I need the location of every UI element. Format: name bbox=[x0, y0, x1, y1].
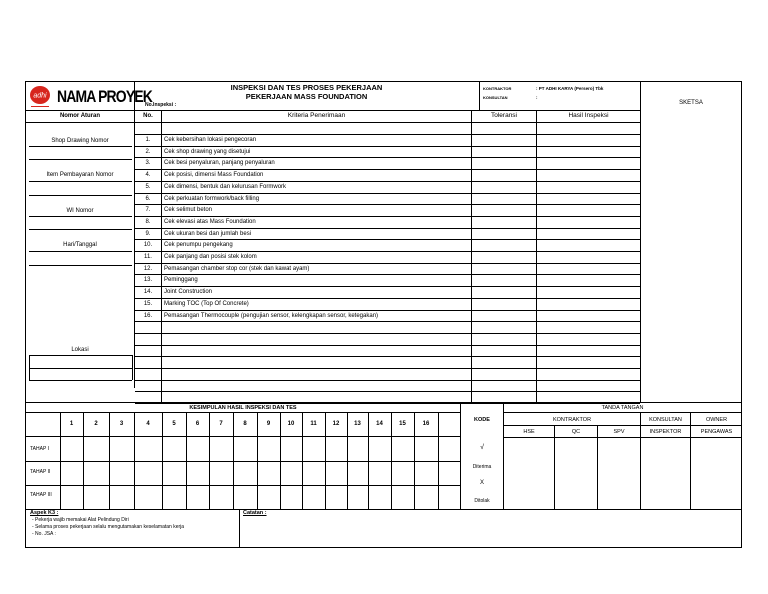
criteria-row-number: 8. bbox=[145, 219, 151, 225]
criteria-row-text: Pemasangan chamber stop cor (stek dan kawat ayam) bbox=[164, 266, 310, 272]
stage-number: 12 bbox=[332, 421, 340, 427]
stage-number: 1 bbox=[69, 421, 74, 427]
criteria-row-text: Pemasangan Thermocouple (pengujian sensor, kelengkapan sensor, ketegakan) bbox=[164, 313, 379, 319]
kontraktor-label: KONTRAKTOR bbox=[483, 86, 512, 91]
stage-number: 5 bbox=[172, 421, 176, 427]
criteria-row-text: Cek besi penyaluran, panjang penyaluran bbox=[164, 160, 275, 166]
tahap-label-1: TAHAP I bbox=[30, 446, 49, 452]
check-mark: √ bbox=[480, 444, 484, 451]
catatan-label: Catatan : bbox=[243, 510, 267, 516]
pengawas-label: PENGAWAS bbox=[700, 429, 733, 435]
owner-sign-label: OWNER bbox=[705, 417, 728, 423]
criteria-row-number: 3. bbox=[145, 160, 151, 166]
tahap-label-3: TAHAP III bbox=[30, 492, 52, 498]
criteria-row-number: 11. bbox=[144, 254, 152, 260]
criteria-row-number: 6. bbox=[145, 196, 151, 202]
stage-number: 3 bbox=[119, 421, 124, 427]
x-mark: X bbox=[479, 480, 484, 486]
criteria-row-text: Cek shop drawing yang disetujui bbox=[164, 149, 251, 155]
col-hasil-header: Hasil Inspeksi bbox=[568, 112, 609, 119]
inspektor-label: INSPEKTOR bbox=[649, 429, 682, 435]
stage-number: 13 bbox=[354, 421, 361, 427]
konsultan-value: : bbox=[536, 95, 538, 100]
criteria-row-text: Marking TOC (Top Of Concrete) bbox=[164, 301, 249, 307]
logo-text: adhi bbox=[33, 92, 47, 100]
hse-label: HSE bbox=[523, 429, 535, 435]
inspection-form bbox=[25, 81, 742, 548]
stage-number: 14 bbox=[376, 421, 383, 427]
qc-label: QC bbox=[571, 429, 581, 435]
criteria-row-text: Cek posisi, dimensi Mass Foundation bbox=[164, 172, 264, 178]
criteria-row-number: 4. bbox=[145, 172, 151, 178]
criteria-row-text: Cek penumpu pengekang bbox=[164, 242, 233, 248]
kontraktor-sign-label: KONTRAKTOR bbox=[552, 417, 592, 423]
criteria-row-text: Cek ukuran besi dan jumlah besi bbox=[164, 231, 252, 237]
aspek-k3-label: Aspek K3 : bbox=[30, 510, 59, 516]
project-name: NAMA PROYEK bbox=[57, 87, 153, 106]
criteria-row-text: Cek selimut beton bbox=[164, 207, 213, 213]
logo bbox=[29, 84, 153, 110]
criteria-row-number: 10. bbox=[143, 242, 153, 248]
col-toleransi-header: Toleransi bbox=[490, 112, 517, 119]
stage-number: 7 bbox=[219, 421, 223, 427]
shop-drawing-label: Shop Drawing Nomor bbox=[51, 138, 109, 144]
stage-number: 16 bbox=[422, 421, 430, 427]
criteria-row-number: 16. bbox=[143, 313, 153, 319]
konsultan-sign-label: KONSULTAN bbox=[649, 417, 682, 423]
item-pembayaran-label: Item Pembayaran Nomor bbox=[46, 172, 114, 178]
no-inspeksi-label: No.Inspeksi : bbox=[145, 102, 177, 108]
criteria-row-text: Cek kebersihan lokasi pengecoran bbox=[164, 137, 257, 143]
criteria-row-number: 15. bbox=[143, 301, 153, 307]
stage-number: 2 bbox=[94, 421, 98, 427]
stage-number: 10 bbox=[287, 421, 295, 427]
criteria-row-number: 12. bbox=[143, 266, 153, 272]
criteria-row-number: 9. bbox=[145, 231, 151, 237]
col-kriteria-header: Kriteria Penerimaan bbox=[287, 112, 346, 119]
criteria-row-number: 14. bbox=[143, 289, 153, 295]
form-title-line1: INSPEKSI DAN TES PROSES PEKERJAAN bbox=[230, 83, 383, 92]
criteria-row-text: Cek dimensi, bentuk dan kelurusan Formwork bbox=[164, 184, 287, 190]
k3-note-2: - Selama proses pekerjaan selalu mengutamakan keselamatan kerja bbox=[32, 524, 185, 530]
nomor-aturan-label: Nomor Aturan bbox=[59, 113, 101, 119]
stage-number: 15 bbox=[399, 421, 406, 427]
col-no-header: No. bbox=[143, 113, 153, 119]
kode-label: KODE bbox=[474, 417, 490, 423]
criteria-row-number: 2. bbox=[145, 149, 151, 155]
criteria-row-text: Cek perkuatan formwork/back filling bbox=[164, 196, 260, 202]
stage-number: 8 bbox=[243, 421, 247, 427]
stage-number: 4 bbox=[146, 421, 150, 427]
criteria-row-number: 5. bbox=[145, 184, 151, 190]
criteria-row-text: Cek elevasi atas Mass Foundation bbox=[164, 219, 256, 225]
criteria-row-number: 13. bbox=[143, 277, 153, 283]
criteria-row-number: 7. bbox=[145, 207, 151, 213]
kontraktor-value: : PT ADHI KARYA (Persero) Tbk bbox=[536, 86, 604, 91]
k3-note-1: - Pekerja wajib memakai Alat Pelindung Diri bbox=[32, 517, 129, 523]
criteria-row-text: Cek panjang dan posisi stek kolom bbox=[164, 254, 257, 260]
k3-note-3: - No. JSA : bbox=[32, 531, 56, 537]
criteria-row-text: Peminggang bbox=[164, 277, 198, 283]
stage-number: 6 bbox=[195, 421, 200, 427]
spv-label: SPV bbox=[613, 429, 625, 435]
criteria-row-text: Joint Construction bbox=[164, 289, 213, 295]
stage-number: 11 bbox=[310, 421, 317, 427]
diterima-label: Diterima bbox=[472, 464, 492, 470]
stage-number: 9 bbox=[266, 421, 271, 427]
criteria-row-number: 1. bbox=[145, 137, 151, 143]
hari-tanggal-label: Hari/Tanggal bbox=[63, 242, 97, 248]
tahap-label-2: TAHAP II bbox=[30, 469, 51, 475]
lokasi-label: Lokasi bbox=[71, 347, 89, 353]
konsultan-label: KONSULTAN bbox=[483, 95, 508, 100]
kesimpulan-title: KESIMPULAN HASIL INSPEKSI DAN TES bbox=[189, 405, 297, 411]
ditolak-label: Ditolak bbox=[474, 498, 490, 504]
form-title-line2: PEKERJAAN MASS FOUNDATION bbox=[245, 92, 368, 101]
sketsa-label: SKETSA bbox=[679, 100, 703, 106]
tanda-tangan-label: TANDA TANGAN bbox=[601, 405, 644, 411]
wi-nomor-label: WI Nomor bbox=[66, 208, 94, 214]
